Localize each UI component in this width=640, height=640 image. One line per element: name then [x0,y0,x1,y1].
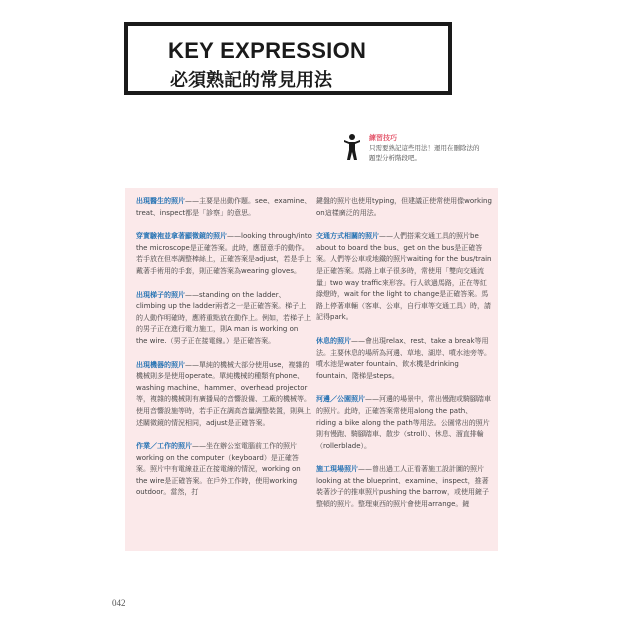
entry-ladder [136,290,312,348]
entry-microscope [136,231,312,277]
entry-text: looking through/into the microscope是正確答案。此時，應留意手的動作。若手放在但率調整棒絲上，正確答案是adjust，若是手上戴著手術用的手套，則正確答案為wearing gloves。 [136,232,312,275]
entry-text: standing on the ladder、climbing up the ladder兩者之一是正確答案。梯子上的人動作明確時，應將重點放在動作上。例如，若梯子上的男子正在進行電力施工，則A man is working on the wire.（男子正在接電線。）是正確答案。 [136,290,311,345]
entry-doctor [136,196,312,219]
entry-dash: —— [351,336,365,345]
entry-heading: 施工現場照片 [316,465,358,474]
entry-text: 單純的機械大部分使用use，複雜的機械則多是使用operate。單純機械的種類有phone、washing machine、hammer、overhead projector等，複雜的機械則有廣播局的音響設備、工廠的機械等。使用音響設施等時，若手正在調高音量調整裝置，則與上述關微鏡的情況相同，adjust是正確答案。 [136,360,311,427]
entry-text: 會出現relax、rest、take a break等用法。主要休息的場所為河邊、草地、湖岸、噴水池旁等。噴水池是water fountain、飲水機是drinking fountain、階梯是steps。 [316,336,491,380]
left-column [136,196,312,511]
entry-machine [136,360,312,430]
entry-construction [316,464,492,510]
entry-dash: —— [185,290,199,299]
entry-text: 曾出過工人正看著施工設計圖的照片looking at the blueprint、examine、inspect，推著裝著沙子的推車照片pushing the barrow，或使用鏟子整頓的照片。整理東西的照片會使用arrange。鏟 [316,465,489,509]
entry-dash: —— [365,395,379,404]
entry-heading: 休息的照片 [316,336,351,345]
entry-rest [316,336,492,382]
entry-text: 鍵盤的照片也使用typing，但建議正使常使用像working on這樣廣泛的用法。 [316,197,492,217]
title-chinese: 必須熟記的常見用法 [170,70,332,91]
entry-dash: —— [185,197,199,205]
entry-dash: —— [185,360,199,369]
entry-text: 主要是出動作題。see、examine、treat、inspect都是「診察」的意思。 [136,197,312,217]
entry-heading: 河邊／公園照片 [316,395,365,404]
entry-text: 河邊的場景中，常出慢跑或騎腳踏車的照片。此時，正確答案常使用along the path、riding a bike along the path等用法。公園常出的照片則有慢跑、騎腳踏車、散步（stroll）、休息、溜直排輪（rollerblade）。 [316,395,491,450]
entry-dash: —— [227,232,241,241]
entry-heading: 交通方式相關的照片 [316,232,379,241]
entry-dash: —— [358,465,372,474]
page-number: 042 [112,598,126,608]
entry-dash: —— [379,232,393,241]
entry-heading: 出現醫生的照片 [136,197,185,205]
entry-work [136,441,312,499]
entry-heading: 出現梯子的照片 [136,290,185,299]
entry-text: 坐在辦公室電腦前工作的照片working on the computer（keyboard）是正確答案。照片中有電線並正在接電線的情況，working on the wire是正確答案。在戶外工作時，使用working outdoor。當然，打 [136,442,301,497]
practice-tip [343,133,483,173]
title-english: KEY EXPRESSION [168,38,367,63]
title-box [124,22,452,95]
entry-heading: 穿實驗袍並拿著顯微鏡的照片 [136,232,227,241]
entry-park [316,394,492,452]
tip-body: 只需要熟記這些用法！運用在刪除法的題型分析階段吧。 [369,144,480,162]
entry-transport [316,231,492,324]
entry-continued [316,196,492,219]
entry-heading: 作業／工作的照片 [136,442,192,451]
entry-dash: —— [192,442,206,451]
standing-figure-icon [343,133,361,161]
right-column [316,196,492,523]
tip-label: 練習技巧 [369,134,397,142]
entry-text: 人們搭乘交通工具的照片be about to board the bus、get on the bus是正確答案。人們等公車或地鐵的照片waiting for the bus/train是正確答案。馬路上車子很多時，常使用「雙向交通流量」two way traffic來形容。行人欲過馬路，正在等紅綠燈時，wait for the light to change是正確答案。馬路上停著車輛（客車、公車，自行車等交通工具）時，請記得park。 [316,232,492,322]
entry-heading: 出現機器的照片 [136,360,185,369]
